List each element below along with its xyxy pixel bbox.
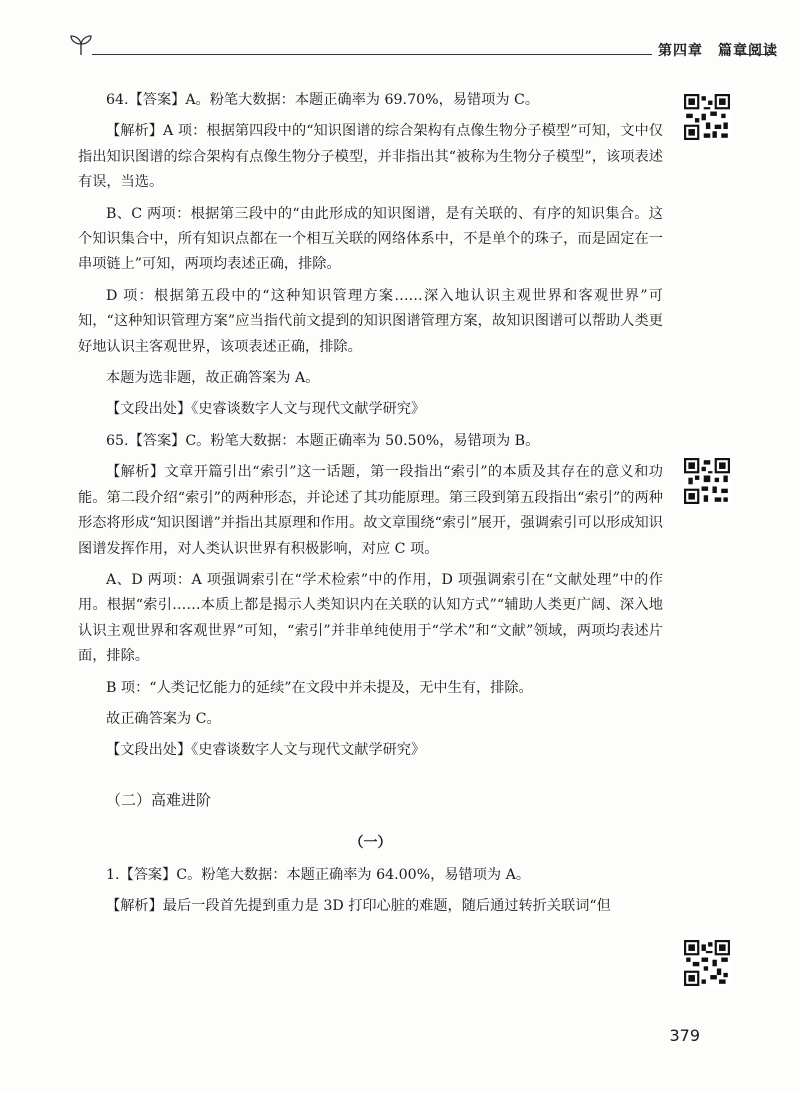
qr-code-icon <box>684 458 730 504</box>
header-rule-right <box>736 54 776 55</box>
header-rule-left <box>92 54 652 55</box>
q64-analysis-bc: B、C 两项：根据第三段中的“由此形成的知识图谱，是有关联的、有序的知识集合。这个知识集合中，所有知识点都在一个相互关联的网络体系中，不是单个的珠子，而是固定在一串项链上”可知，两项均表述正确，排除。 <box>78 205 663 273</box>
q65-source: 【文段出处】《史睿谈数字人文与现代文献学研究》 <box>106 742 426 759</box>
page-header <box>68 34 778 62</box>
qr-code-icon <box>684 940 730 986</box>
page-number: 379 <box>669 1026 700 1045</box>
section-title: （二）高难进阶 <box>106 790 212 809</box>
sprout-icon <box>68 34 94 56</box>
q64-conclusion: 本题为选非题，故正确答案为 A。 <box>106 370 320 387</box>
q64-analysis-d: D 项：根据第五段中的“这种知识管理方案……深入地认识主观世界和客观世界”可知，“这种知识管理方案”应当指代前文提到的知识图谱管理方案，故知识图谱可以帮助人类更好地认识主客观世界，该项表述正确，排除。 <box>78 287 663 355</box>
q64-analysis-a: 【解析】A 项：根据第四段中的“知识图谱的综合架构有点像生物分子模型”可知，文中仅指出知识图谱的综合架构有点像生物分子模型，并非指出其“被称为生物分子模型”，该项表述有误，当选。 <box>78 123 663 191</box>
qr-code-icon <box>684 94 730 140</box>
page-content <box>78 88 663 925</box>
q65-conclusion: 故正确答案为 C。 <box>106 710 221 727</box>
q1-answer: 1.【答案】C。粉笔大数据：本题正确率为 64.00%，易错项为 A。 <box>106 866 531 883</box>
chapter-title: 第四章 篇章阅读 <box>658 43 778 59</box>
q64-source: 【文段出处】《史睿谈数字人文与现代文献学研究》 <box>106 401 426 418</box>
q1-analysis: 【解析】最后一段首先提到重力是 3D 打印心脏的难题，随后通过转折关联词“但 <box>106 897 611 914</box>
q65-answer: 65.【答案】C。粉笔大数据：本题正确率为 50.50%，易错项为 B。 <box>106 432 540 449</box>
q65-analysis-ad: A、D 两项：A 项强调索引在“学术检索”中的作用，D 项强调索引在“文献处理”中的作用。根据“索引……本质上都是揭示人类知识内在关联的认知方式”“辅助人类更广阔、深入地认识主观世界和客观世界”可知，“索引”并非单纯使用于“学术”和“文献”领域，两项均表述片面，排除。 <box>78 571 663 665</box>
q65-analysis-b: B 项：“人类记忆能力的延续”在文段中并未提及，无中生有，排除。 <box>106 679 533 696</box>
q64-answer: 64.【答案】A。粉笔大数据：本题正确率为 69.70%，易错项为 C。 <box>106 92 540 108</box>
section-subtitle: （一） <box>349 835 392 852</box>
q65-analysis-main: 【解析】文章开篇引出“索引”这一话题，第一段指出“索引”的本质及其存在的意义和功能。第二段介绍“索引”的两种形态，并论述了其功能原理。第三段到第五段指出“索引”的两种形态将形成“知识图谱”并指出其原理和作用。故文章围绕“索引”展开，强调索引可以形成知识图谱发挥作用，对人类认识世界有积极影响，对应 C 项。 <box>78 464 663 557</box>
